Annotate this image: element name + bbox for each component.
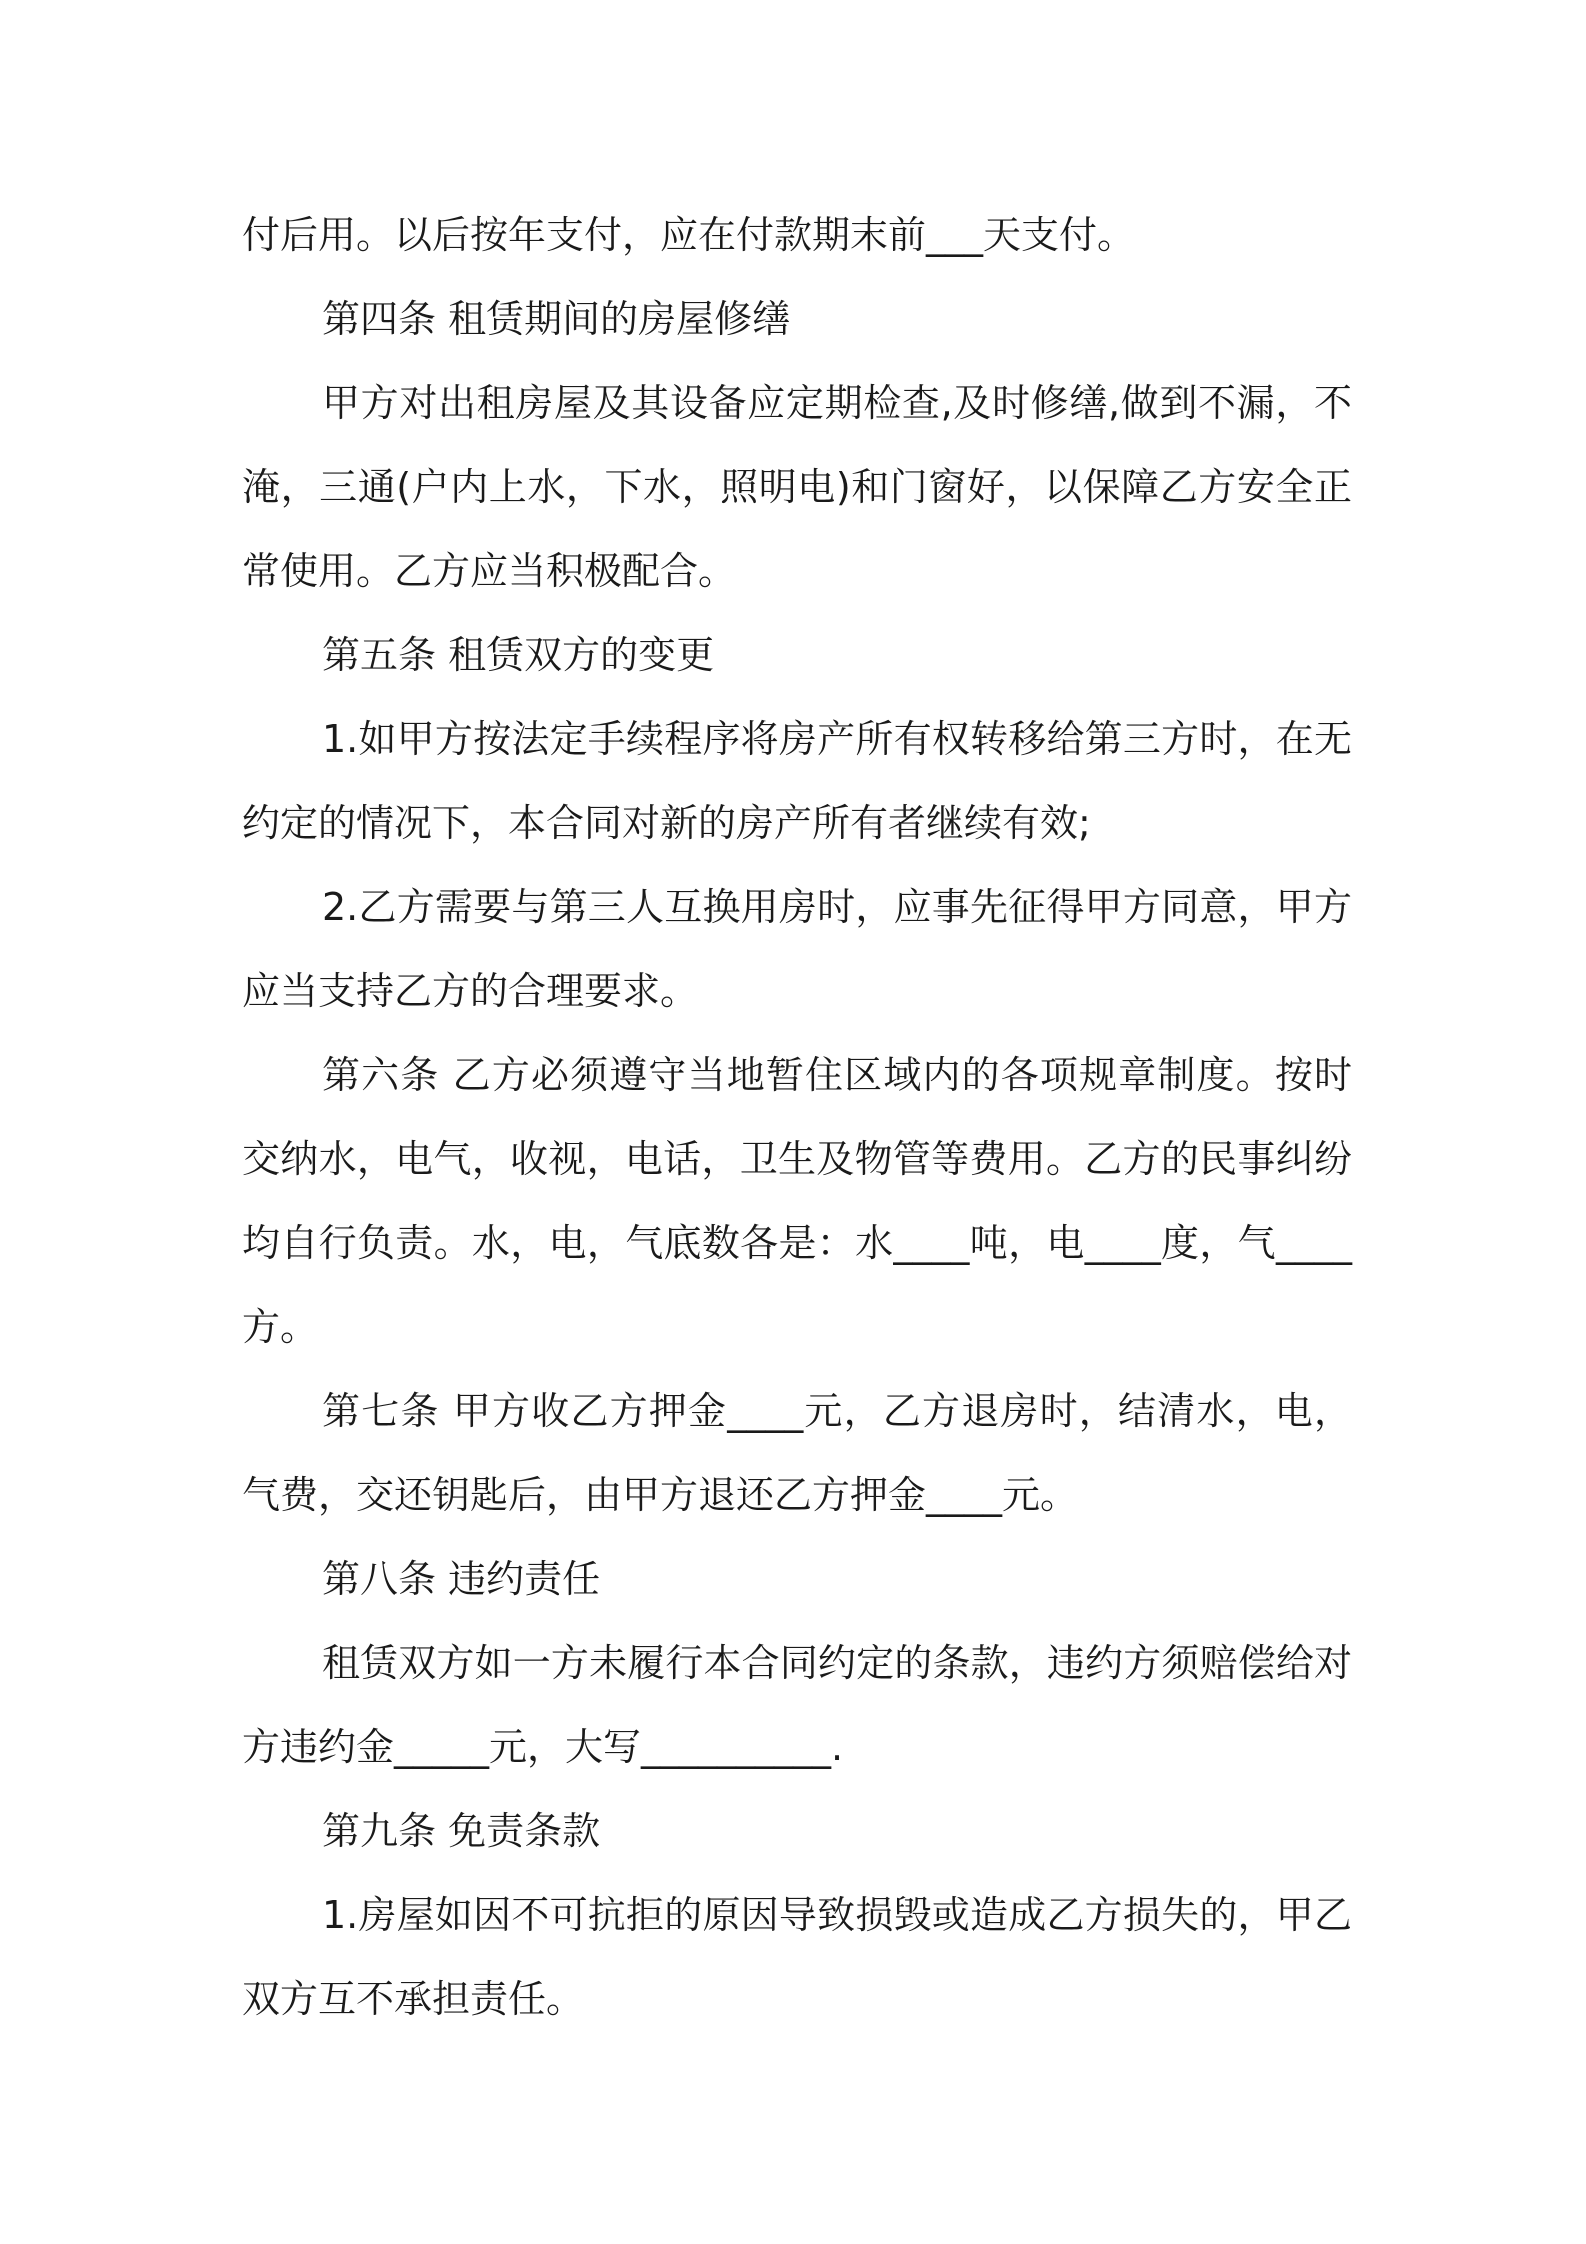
document-body <box>242 193 1352 2041</box>
paragraph-payment-continuation: 付后用。以后按年支付，应在付款期末前___天支付。 <box>242 213 1136 257</box>
article-8-body: 租赁双方如一方未履行本合同约定的条款，违约方须赔偿给对方违约金_____元，大写__________. <box>242 1641 1352 1769</box>
article-9-heading: 第九条 免责条款 <box>322 1809 601 1853</box>
article-6-body: 第六条 乙方必须遵守当地暂住区域内的各项规章制度。按时交纳水，电气，收视，电话，卫生及物管等费用。乙方的民事纠纷均自行负责。水，电，气底数各是：水____吨，电____度，气____方。 <box>242 1053 1352 1349</box>
article-7-body: 第七条 甲方收乙方押金____元，乙方退房时，结清水，电，气费，交还钥匙后，由甲方退还乙方押金____元。 <box>242 1389 1352 1517</box>
article-5-heading: 第五条 租赁双方的变更 <box>322 633 715 677</box>
article-8-heading: 第八条 违约责任 <box>322 1557 601 1601</box>
article-5-item-2: 2.乙方需要与第三人互换用房时，应事先征得甲方同意，甲方应当支持乙方的合理要求。 <box>242 885 1352 1013</box>
article-5-item-1: 1.如甲方按法定手续程序将房产所有权转移给第三方时，在无约定的情况下，本合同对新的房产所有者继续有效; <box>242 717 1352 845</box>
article-4-heading: 第四条 租赁期间的房屋修缮 <box>322 297 791 341</box>
article-4-body: 甲方对出租房屋及其设备应定期检查,及时修缮,做到不漏，不淹，三通(户内上水，下水，照明电)和门窗好，以保障乙方安全正常使用。乙方应当积极配合。 <box>242 381 1352 593</box>
article-9-item-1: 1.房屋如因不可抗拒的原因导致损毁或造成乙方损失的，甲乙双方互不承担责任。 <box>242 1893 1352 2021</box>
